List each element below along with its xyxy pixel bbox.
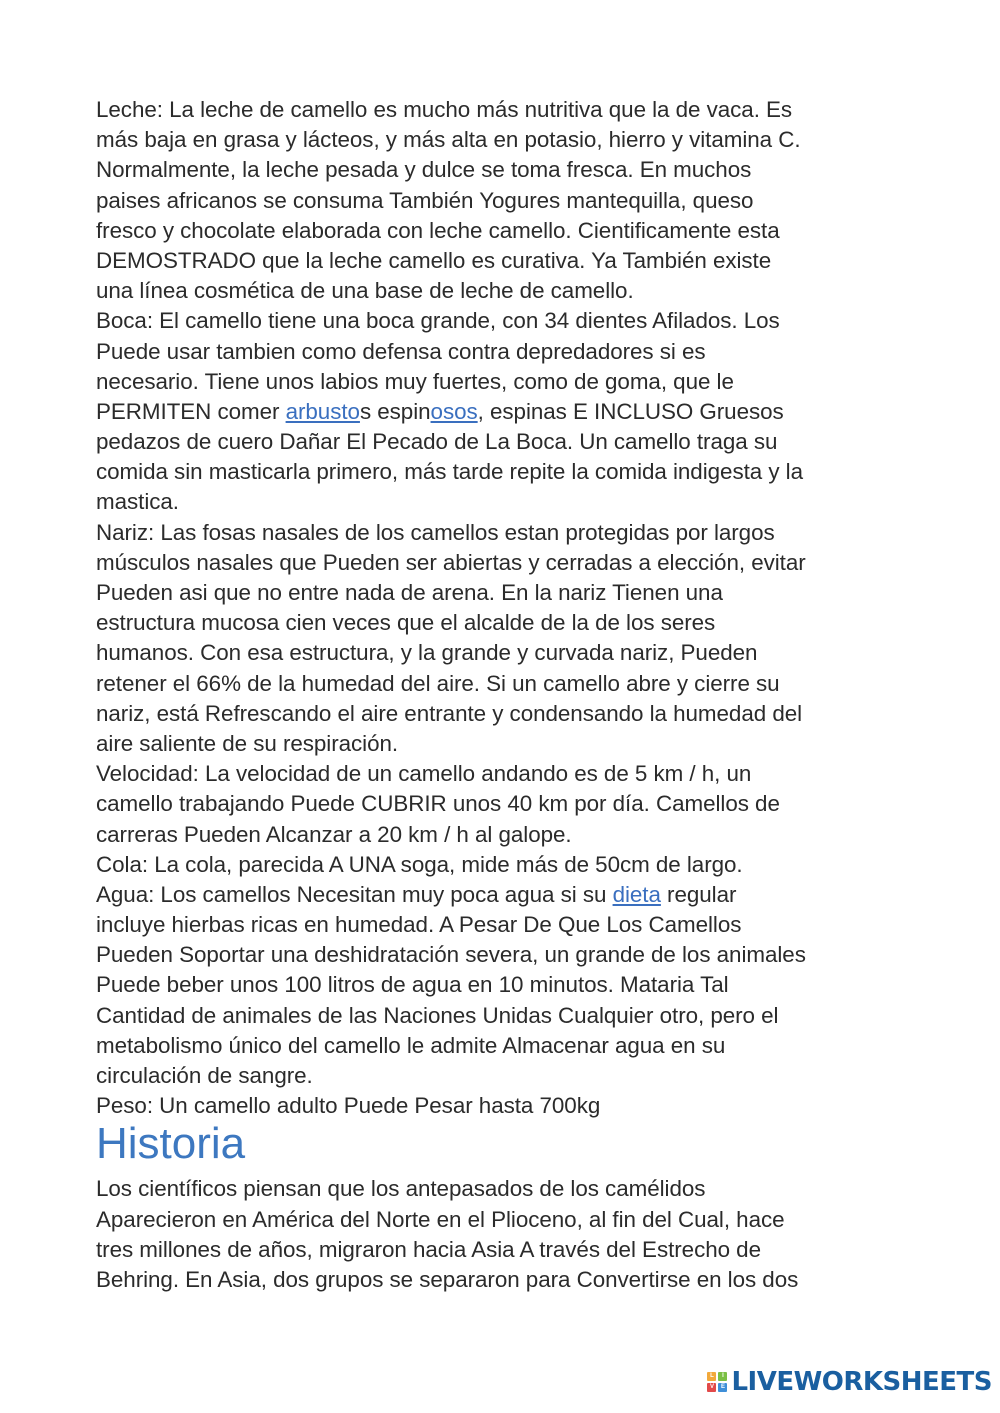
text-line: carreras Pueden Alcanzar a 20 km / h al galope. bbox=[96, 821, 572, 847]
text-line: Cantidad de animales de las Naciones Unidas Cualquier otro, pero el bbox=[96, 1002, 779, 1028]
text-line: retener el 66% de la humedad del aire. Si un camello abre y cierre su bbox=[96, 670, 780, 696]
text-line: humanos. Con esa estructura, y la grande y curvada nariz, Pueden bbox=[96, 640, 758, 666]
paragraph-boca bbox=[96, 306, 916, 517]
text-line: Pueden Soportar una deshidratación severa, un grande de los animales bbox=[96, 942, 806, 968]
text-line: DEMOSTRADO que la leche camello es curativa. Ya También existe bbox=[96, 247, 772, 273]
text-line: fresco y chocolate elaborada con leche camello. Cientificamente esta bbox=[96, 217, 780, 243]
text-line: Normalmente, la leche pesada y dulce se toma fresca. En muchos bbox=[96, 157, 752, 183]
section-heading-historia: Historia bbox=[96, 1119, 246, 1169]
text-segment: regular bbox=[660, 881, 737, 907]
logo-tile: I bbox=[718, 1372, 727, 1381]
text-line: Puede beber unos 100 litros de agua en 10 minutos. Mataria Tal bbox=[96, 972, 729, 998]
logo-tile: L bbox=[707, 1372, 716, 1381]
text-line: Leche: La leche de camello es mucho más nutritiva que la de vaca. Es bbox=[96, 97, 793, 122]
brand-name: LIVEWORKSHEETS bbox=[731, 1367, 992, 1397]
text-line: paises africanos se consuma También Yogures mantequilla, queso bbox=[96, 187, 754, 213]
logo-tile: E bbox=[718, 1383, 727, 1392]
paragraph-agua bbox=[96, 880, 916, 1091]
text-line: Boca: El camello tiene una boca grande, con 34 dientes Afilados. Los bbox=[96, 308, 780, 334]
liveworksheets-brand[interactable] bbox=[707, 1365, 992, 1399]
link-osos[interactable]: osos bbox=[430, 398, 478, 424]
text-line: aire saliente de su respiración. bbox=[96, 730, 399, 756]
text-line: Velocidad: La velocidad de un camello andando es de 5 km / h, un bbox=[96, 761, 752, 787]
paragraph-nariz bbox=[96, 518, 916, 760]
text-line: Puede usar tambien como defensa contra depredadores si es bbox=[96, 338, 706, 364]
text-line: más baja en grasa y lácteos, y más alta en potasio, hierro y vitamina C. bbox=[96, 127, 801, 153]
text-line: circulación de sangre. bbox=[96, 1063, 313, 1088]
text-line: Pueden asi que no entre nada de arena. En la nariz Tienen una bbox=[96, 580, 723, 605]
text-line: nariz, está Refrescando el aire entrante y condensando la humedad del bbox=[96, 700, 803, 726]
text-line: tres millones de años, migraron hacia Asia A través del Estrecho de bbox=[96, 1236, 761, 1262]
logo-tile: V bbox=[707, 1383, 716, 1392]
text-segment: , espinas E INCLUSO Gruesos bbox=[477, 398, 784, 424]
text-line: comida sin masticarla primero, más tarde repite la comida indigesta y la bbox=[96, 459, 803, 485]
text-line: estructura mucosa cien veces que el alcalde de la de los seres bbox=[96, 610, 716, 636]
text-line: metabolismo único del camello le admite Almacenar agua en su bbox=[96, 1032, 726, 1058]
link-arbusto[interactable]: arbusto bbox=[285, 398, 360, 424]
text-line-with-links bbox=[96, 397, 916, 427]
text-segment: Agua: Los camellos Necesitan muy poca agua si su bbox=[96, 881, 613, 907]
text-line: Behring. En Asia, dos grupos se separaron para Convertirse en los dos bbox=[96, 1266, 799, 1292]
text-line: Los científicos piensan que los antepasados de los camélidos bbox=[96, 1176, 706, 1202]
text-line: camello trabajando Puede CUBRIR unos 40 km por día. Camellos de bbox=[96, 791, 780, 817]
liveworksheets-logo-icon bbox=[707, 1372, 727, 1392]
text-line-with-links bbox=[96, 880, 916, 910]
paragraph-leche bbox=[96, 95, 916, 306]
text-line: Aparecieron en América del Norte en el Plioceno, al fin del Cual, hace bbox=[96, 1206, 785, 1232]
paragraph-peso: Peso: Un camello adulto Puede Pesar hasta 700kg bbox=[96, 1093, 601, 1119]
paragraph-historia bbox=[96, 1174, 916, 1295]
text-line: Nariz: Las fosas nasales de los camellos estan protegidas por largos bbox=[96, 519, 775, 545]
document-body bbox=[96, 95, 916, 1295]
text-line: una línea cosmética de una base de leche de camello. bbox=[96, 278, 634, 304]
text-line: mastica. bbox=[96, 489, 179, 515]
link-dieta[interactable]: dieta bbox=[612, 881, 661, 907]
text-line: músculos nasales que Pueden ser abiertas y cerradas a elección, evitar bbox=[96, 549, 806, 575]
paragraph-cola: Cola: La cola, parecida A UNA soga, mide más de 50cm de largo. bbox=[96, 851, 743, 877]
text-segment: s espin bbox=[359, 398, 431, 424]
paragraph-velocidad bbox=[96, 759, 916, 850]
text-line: necesario. Tiene unos labios muy fuertes, como de goma, que le bbox=[96, 368, 734, 394]
text-line: incluye hierbas ricas en humedad. A Pesar De Que Los Camellos bbox=[96, 912, 742, 938]
text-line: pedazos de cuero Dañar El Pecado de La Boca. Un camello traga su bbox=[96, 429, 778, 455]
text-segment: PERMITEN comer bbox=[96, 398, 286, 424]
